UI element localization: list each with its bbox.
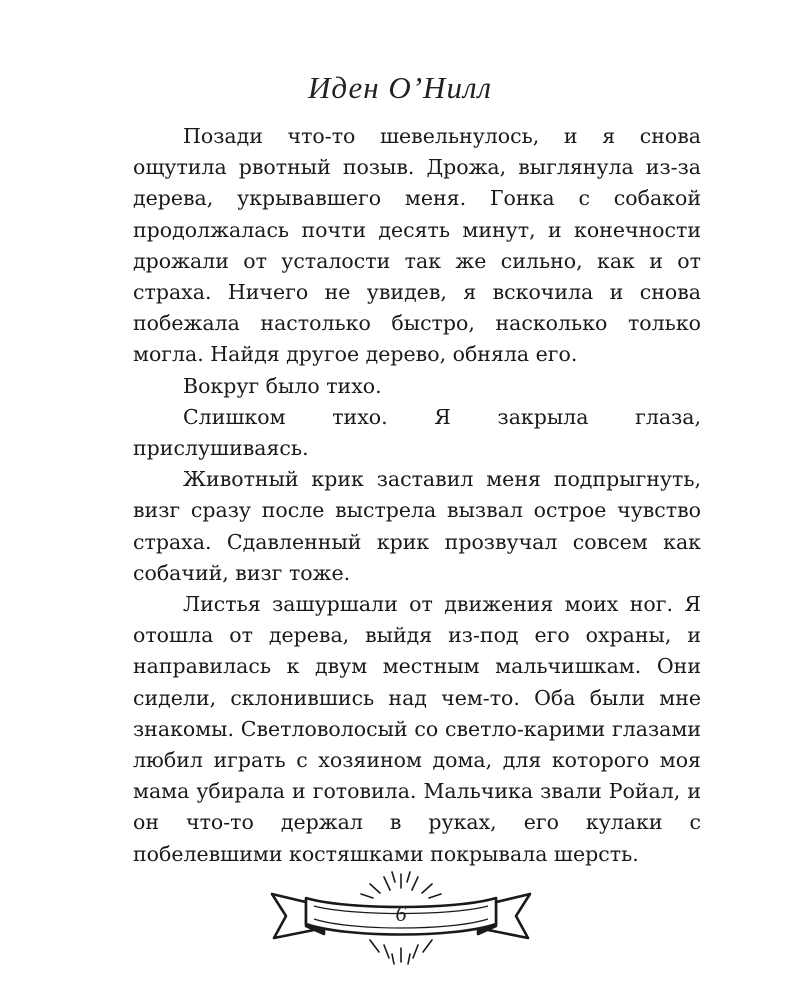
page-number-ornament xyxy=(266,868,536,968)
paragraph: Вокруг было тихо. xyxy=(183,373,382,398)
body-text xyxy=(133,121,701,870)
page-number: 6 xyxy=(395,901,407,926)
paragraph: Позади что-то шевельнулось, и я снова ощутила рвотный позыв. Дрожа, выглянула из-за дерева, укрывавшего меня. Гонка с собакой продолжалась почти десять минут, и конечности дрожали от усталости так же сильно, как и от страха. Ничего не увидев, я вскочила и снова побежала настолько быстро, насколько только могла. Найдя другое дерево, обняла его. xyxy=(133,124,701,367)
paragraph: Слишком тихо. Я закрыла глаза, прислушиваясь. xyxy=(133,404,701,461)
paragraph: Животный крик заставил меня подпрыгнуть, визг сразу после выстрела вызвал острое чувство страха. Сдавленный крик прозвучал совсем как собачий, визг тоже. xyxy=(133,467,701,585)
paragraph: Листья зашуршали от движения моих ног. Я отошла от дерева, выйдя из-под его охраны, и направилась к двум местным мальчишкам. Они сидели, склонившись над чем-то. Оба были мне знакомы. Светловолосый со светло-карими глазами любил играть с хозяином дома, для которого моя мама убирала и готовила. Мальчика звали Ройал, и он что-то держал в руках, его кулаки с побелевшими костяшками покрывала шерсть. xyxy=(133,592,701,866)
running-head: Иден О’Нилл xyxy=(308,70,492,105)
